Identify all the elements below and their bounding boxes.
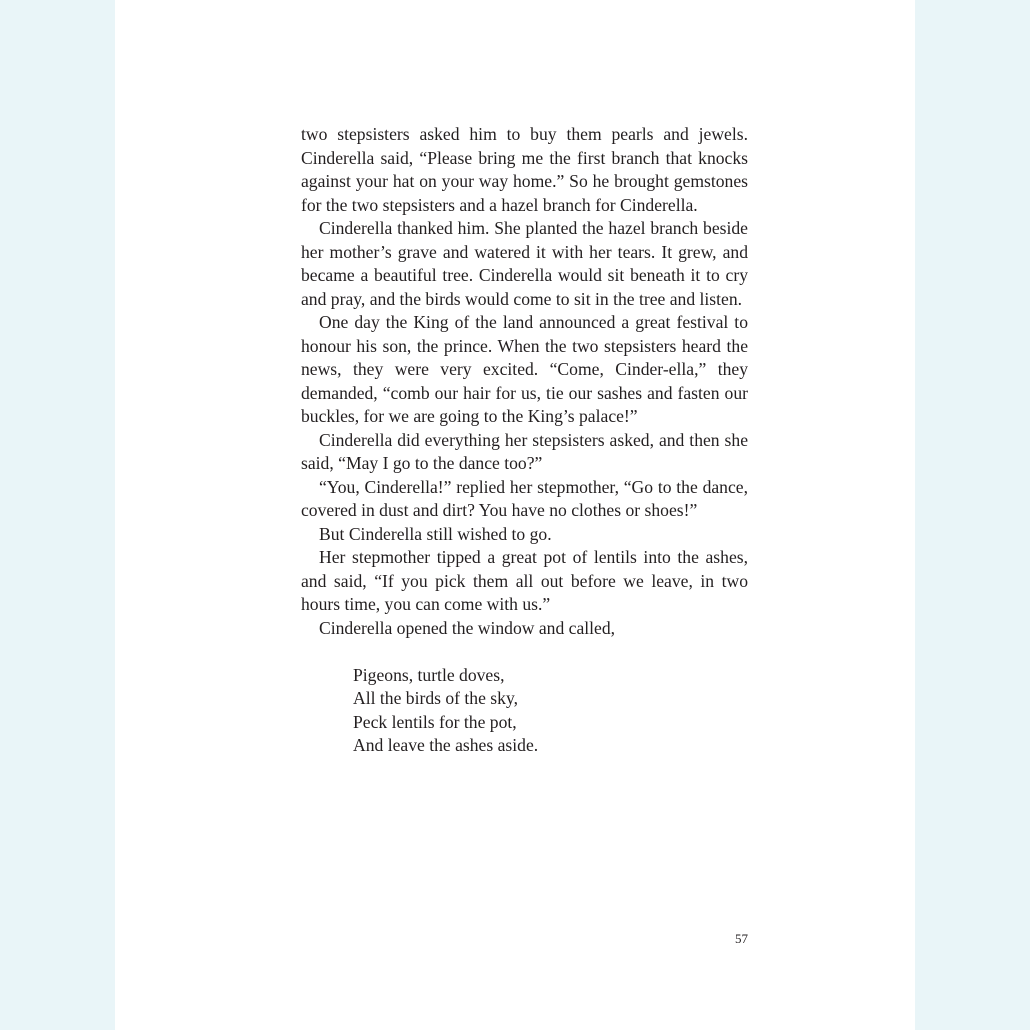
paragraph-4: Cinderella did everything her stepsisters asked, and then she said, “May I go to the dance too?” — [301, 429, 748, 473]
paragraph-7: Her stepmother tipped a great pot of lentils into the ashes, and said, “If you pick them all out before we leave, in two hours time, you can come with us.” — [301, 547, 748, 614]
verse-line-3: Peck lentils for the pot, — [353, 711, 517, 732]
body-text — [301, 123, 748, 758]
paragraph-8: Cinderella opened the window and called, — [319, 617, 616, 638]
verse-line-2: All the birds of the sky, — [353, 688, 519, 708]
verse-line-4: And leave the ashes aside. — [353, 735, 539, 755]
paragraph-2: Cinderella thanked him. She planted the hazel branch beside her mother’s grave and watered it with her tears. It grew, and became a beautiful tree. Cinderella would sit beneath it to cry and pray, and the birds would come to sit in the tree and listen. — [301, 218, 748, 309]
book-page — [115, 0, 915, 1030]
verse — [353, 664, 748, 758]
paragraph-3: One day the King of the land announced a great festival to honour his son, the prince. When the two stepsisters heard the news, they were very excited. “Come, Cinder-ella,” they demanded, “comb our hair for us, tie our sashes and fasten our buckles, for we are going to the King’s palace!” — [301, 312, 748, 426]
paragraph-5: “You, Cinderella!” replied her stepmother, “Go to the dance, covered in dust and dirt? You have no clothes or shoes!” — [301, 476, 748, 520]
page-number: 57 — [735, 931, 748, 946]
paragraph-1: two stepsisters asked him to buy them pearls and jewels. Cinderella said, “Please bring me the first branch that knocks against your hat on your way home.” So he brought gemstones for the two stepsisters and a hazel branch for Cinderella. — [301, 124, 748, 215]
verse-line-1: Pigeons, turtle doves, — [353, 664, 505, 685]
paragraph-6: But Cinderella still wished to go. — [319, 523, 552, 544]
